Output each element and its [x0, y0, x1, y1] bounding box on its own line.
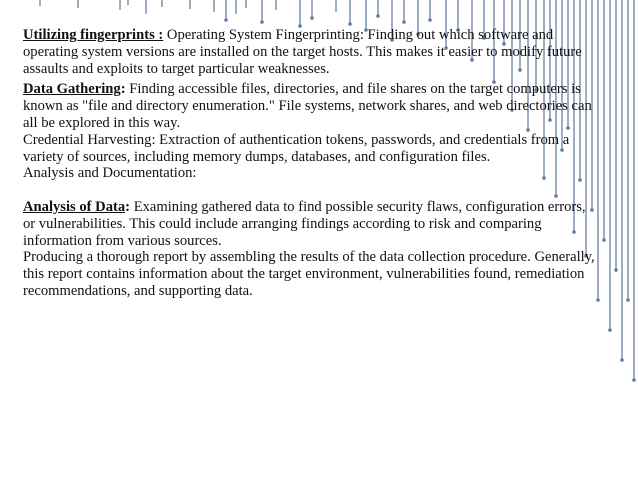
decorative-dot: [402, 20, 406, 24]
credential-harvesting-text: Credential Harvesting: Extraction of authentication tokens, passwords, and credentials from a variety of sources, including memory dumps, databases, and configuration files.: [23, 131, 570, 165]
decorative-dot: [260, 20, 264, 24]
report-text: Producing a thorough report by assembling the results of the data collection procedure. Generally, this report contains information about the target environment, vulnerabilities found, remediation recommendations, and supporting data.: [23, 249, 595, 299]
decorative-dot: [614, 268, 618, 272]
decorative-dot: [224, 18, 228, 22]
section-body-text: Operating System Fingerprinting: Finding out which software and operating system versions are installed on the target hosts. This makes it easier to modify future assaults and exploits to target particular weaknesses.: [23, 27, 582, 77]
section-data-gathering: [23, 81, 598, 131]
decorative-dot: [428, 18, 432, 22]
decorative-dot: [348, 22, 352, 26]
section-body-text: Finding accessible files, directories, and file shares on the target computers is known as "file and directory enumeration." File systems, network shares, and web directories can all be explored in this way.: [23, 81, 592, 131]
section-analysis-of-data: [23, 199, 598, 249]
heading-analysis-of-data: Analysis of Data: [23, 198, 126, 215]
analysis-documentation-text: Analysis and Documentation:: [23, 165, 197, 182]
heading-colon: :: [120, 81, 126, 98]
slide-text-body: [23, 27, 598, 300]
heading-colon: :: [125, 198, 131, 215]
decorative-dot: [608, 328, 612, 332]
decorative-dot: [620, 358, 624, 362]
decorative-dot: [632, 378, 636, 382]
decorative-dot: [376, 14, 380, 18]
section-fingerprinting: [23, 27, 598, 77]
decorative-dot: [626, 298, 630, 302]
section-body-text: Examining gathered data to find possible security flaws, configuration errors, or vulnerabilities. This could include arranging findings according to risk and comparing information from various sources.: [23, 198, 586, 249]
decorative-dot: [602, 238, 606, 242]
heading-data-gathering: Data Gathering: [23, 81, 121, 98]
decorative-dot: [310, 16, 314, 20]
heading-utilizing-fingerprints: Utilizing fingerprints :: [23, 27, 164, 43]
